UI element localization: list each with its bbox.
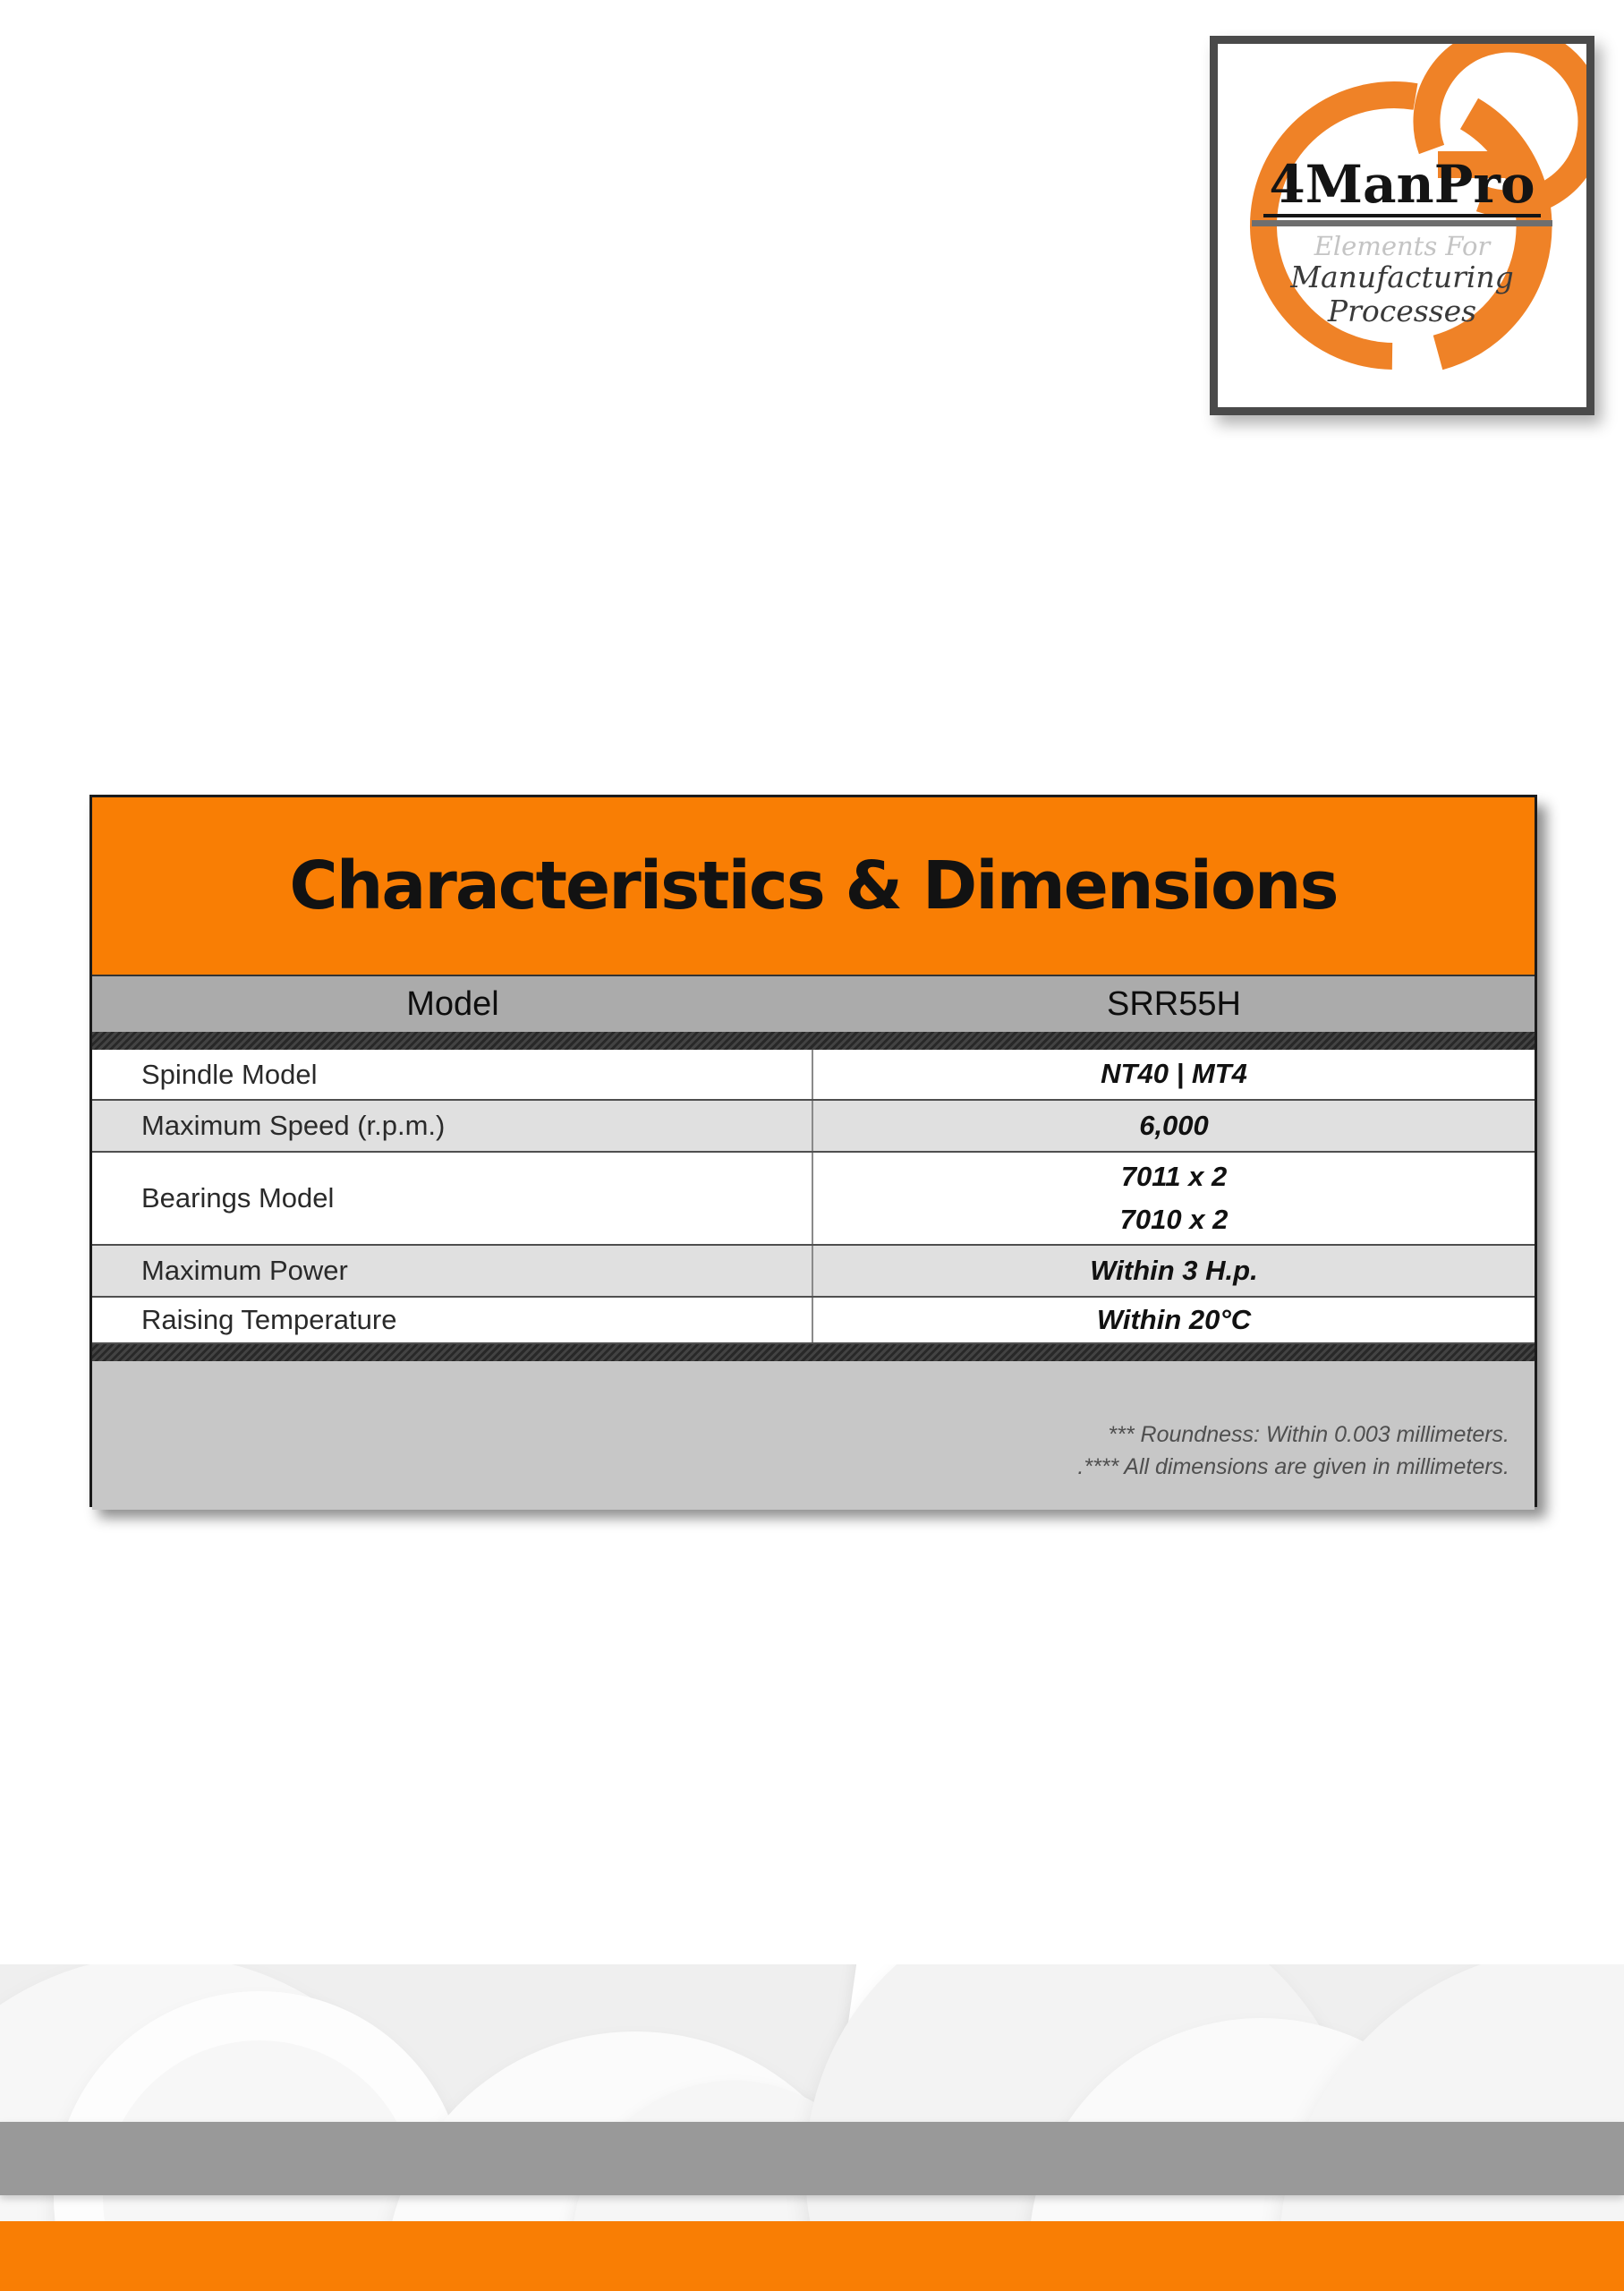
- brand-name: 4ManPro: [1263, 158, 1540, 217]
- table-row-spindle-model: [92, 1050, 1535, 1099]
- bottom-orange-bar: [0, 2221, 1624, 2291]
- row-value: [813, 1153, 1535, 1244]
- model-header-label: Model: [406, 984, 499, 1023]
- row-label: Spindle Model: [92, 1050, 813, 1099]
- table-row-maximum-speed: [92, 1099, 1535, 1151]
- logo-text-block: [1218, 154, 1586, 328]
- logo-divider-rule: [1252, 220, 1552, 226]
- row-value: Within 20°C: [1096, 1303, 1252, 1335]
- table-row-bearings-model: [92, 1151, 1535, 1244]
- spec-table: [89, 795, 1537, 1507]
- row-label: Raising Temperature: [92, 1298, 813, 1342]
- model-header-value: SRR55H: [1107, 984, 1241, 1023]
- model-header-row: [92, 975, 1535, 1032]
- row-label: Maximum Power: [92, 1246, 813, 1296]
- row-label: Bearings Model: [92, 1153, 813, 1244]
- table-title: Characteristics & Dimensions: [92, 797, 1535, 975]
- row-value: Within 3 H.p.: [1090, 1254, 1258, 1286]
- separator-band-top: [92, 1032, 1535, 1050]
- row-value: NT40 | MT4: [1101, 1058, 1247, 1090]
- row-value-line1: 7011 x 2: [1120, 1160, 1228, 1192]
- table-row-raising-temperature: [92, 1296, 1535, 1342]
- logo-tagline-line2: Manufacturing Processes: [1290, 260, 1514, 328]
- footnote-roundness: *** Roundness: Within 0.003 millimeters.: [1108, 1421, 1509, 1447]
- bottom-gray-bar: [0, 2122, 1624, 2195]
- row-value: 6,000: [1139, 1109, 1209, 1141]
- row-label: Maximum Speed (r.p.m.): [92, 1101, 813, 1151]
- bottom-decoration: [0, 1964, 1624, 2291]
- footnote-dimensions: .**** All dimensions are given in millimeters.: [1077, 1453, 1509, 1479]
- table-row-maximum-power: [92, 1244, 1535, 1296]
- row-value-line2: 7010 x 2: [1119, 1204, 1229, 1235]
- separator-band-bottom: [92, 1342, 1535, 1361]
- table-footnotes: [92, 1361, 1535, 1510]
- brand-logo-card: [1210, 36, 1594, 415]
- logo-tagline-line1: Elements For: [1314, 231, 1491, 261]
